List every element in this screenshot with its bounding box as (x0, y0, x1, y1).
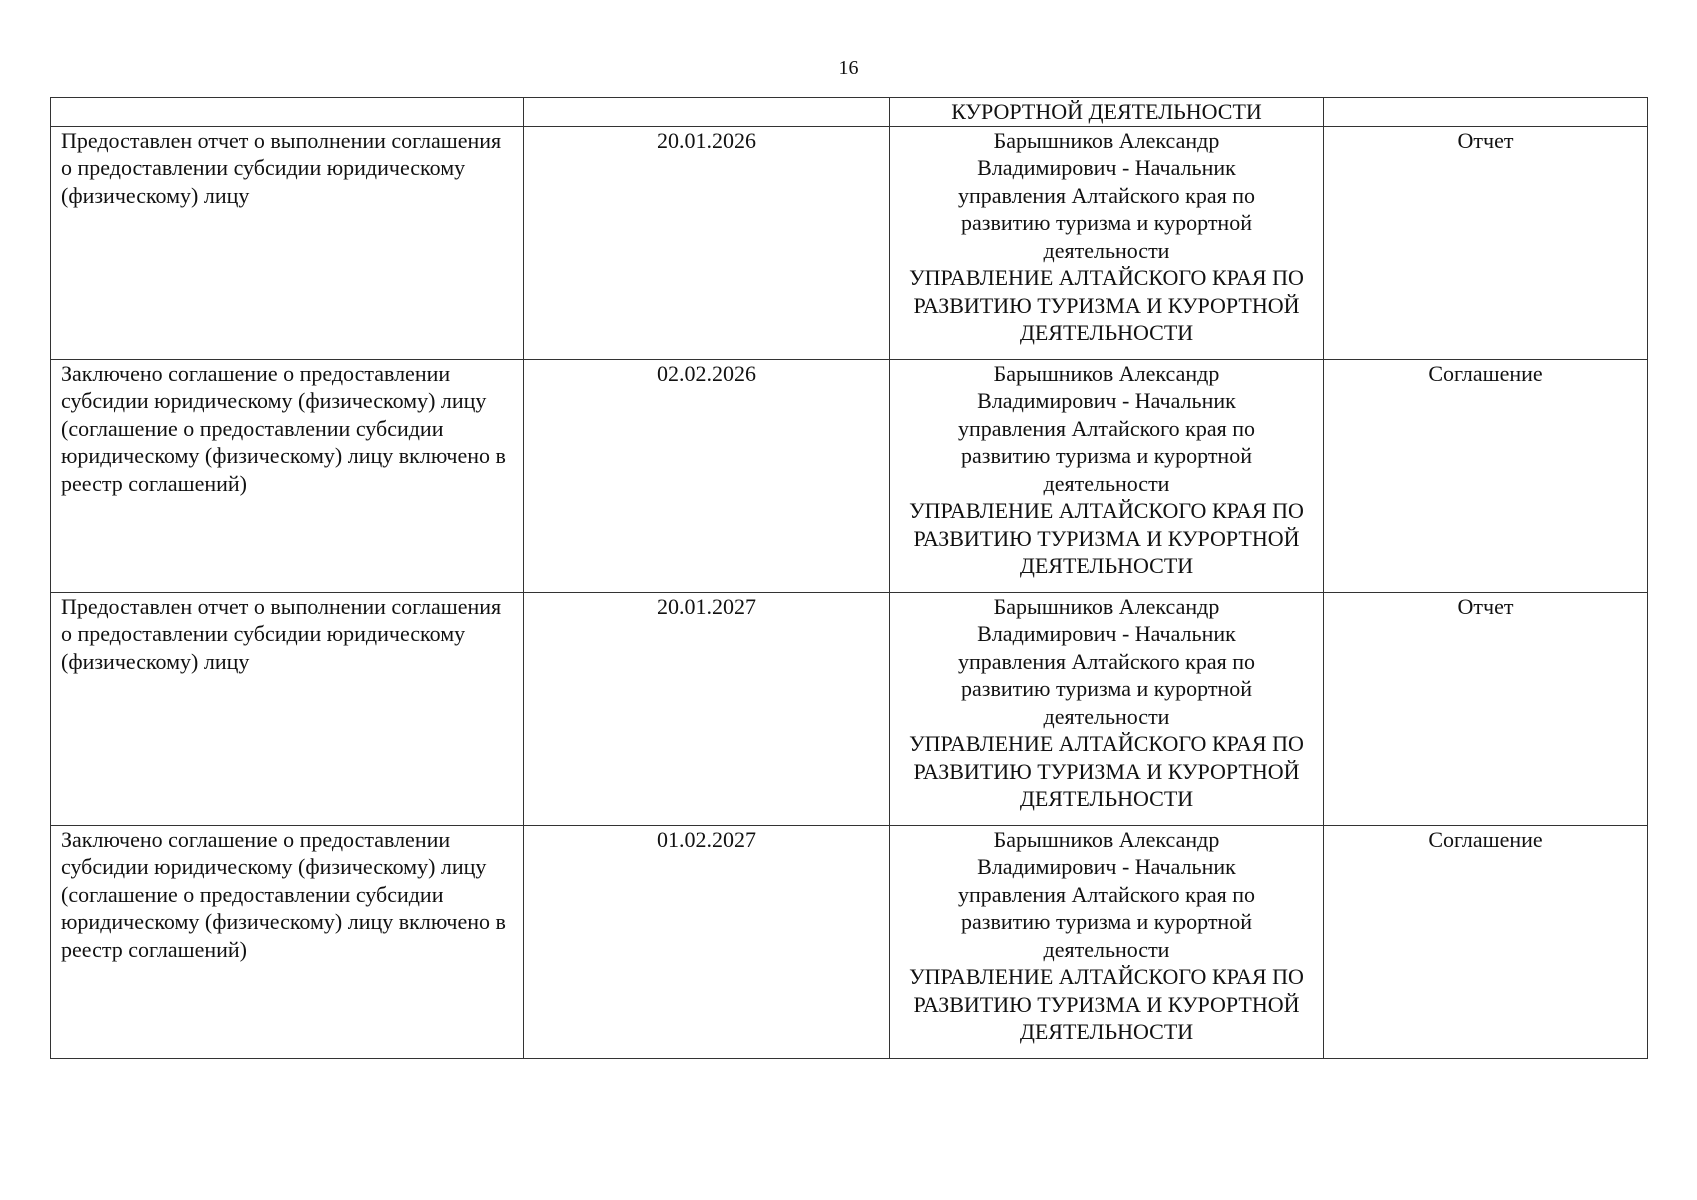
table-row-continuation (51, 98, 1648, 127)
responsible-org: УПРАВЛЕНИЕ АЛТАЙСКОГО КРАЯ ПО РАЗВИТИЮ ТУРИЗМА И КУРОРТНОЙ ДЕЯТЕЛЬНОСТИ (909, 265, 1304, 345)
cell-event (51, 98, 524, 127)
cell-responsible (890, 98, 1324, 127)
cell-responsible (890, 359, 1324, 592)
cell-document-type: Отчет (1324, 592, 1648, 825)
responsible-org: УПРАВЛЕНИЕ АЛТАЙСКОГО КРАЯ ПО РАЗВИТИЮ ТУРИЗМА И КУРОРТНОЙ ДЕЯТЕЛЬНОСТИ (909, 731, 1304, 811)
cell-responsible (890, 126, 1324, 359)
cell-date: 20.01.2026 (524, 126, 890, 359)
table-row (51, 359, 1648, 592)
cell-date (524, 98, 890, 127)
cell-document-type: Соглашение (1324, 359, 1648, 592)
cell-date: 01.02.2027 (524, 825, 890, 1058)
cell-event: Заключено соглашение о предоставлении субсидии юридическому (физическому) лицу (соглашение о предоставлении субсидии юридическому (физическому) лицу включено в реестр соглашений) (51, 359, 524, 592)
responsible-org: КУРОРТНОЙ ДЕЯТЕЛЬНОСТИ (951, 99, 1262, 124)
cell-event: Заключено соглашение о предоставлении субсидии юридическому (физическому) лицу (соглашение о предоставлении субсидии юридическому (физическому) лицу включено в реестр соглашений) (51, 825, 524, 1058)
responsible-person: Барышников Александр Владимирович - Начальник управления Алтайского края по развитию туризма и курортной деятельности (958, 127, 1255, 263)
responsible-person: Барышников Александр Владимирович - Начальник управления Алтайского края по развитию туризма и курортной деятельности (958, 360, 1255, 496)
responsible-org: УПРАВЛЕНИЕ АЛТАЙСКОГО КРАЯ ПО РАЗВИТИЮ ТУРИЗМА И КУРОРТНОЙ ДЕЯТЕЛЬНОСТИ (909, 498, 1304, 578)
page-number: 16 (838, 57, 859, 79)
cell-document-type: Соглашение (1324, 825, 1648, 1058)
control-points-table (50, 97, 1648, 1059)
cell-event: Предоставлен отчет о выполнении соглашения о предоставлении субсидии юридическому (физическому) лицу (51, 592, 524, 825)
table-row (51, 825, 1648, 1058)
cell-document-type: Отчет (1324, 126, 1648, 359)
responsible-person: Барышников Александр Владимирович - Начальник управления Алтайского края по развитию туризма и курортной деятельности (958, 826, 1255, 962)
cell-responsible (890, 825, 1324, 1058)
cell-date: 02.02.2026 (524, 359, 890, 592)
table-row (51, 126, 1648, 359)
cell-document-type (1324, 98, 1648, 127)
responsible-person: Барышников Александр Владимирович - Начальник управления Алтайского края по развитию туризма и курортной деятельности (958, 593, 1255, 729)
cell-event: Предоставлен отчет о выполнении соглашения о предоставлении субсидии юридическому (физическому) лицу (51, 126, 524, 359)
cell-responsible (890, 592, 1324, 825)
cell-date: 20.01.2027 (524, 592, 890, 825)
responsible-org: УПРАВЛЕНИЕ АЛТАЙСКОГО КРАЯ ПО РАЗВИТИЮ ТУРИЗМА И КУРОРТНОЙ ДЕЯТЕЛЬНОСТИ (909, 964, 1304, 1044)
table-row (51, 592, 1648, 825)
